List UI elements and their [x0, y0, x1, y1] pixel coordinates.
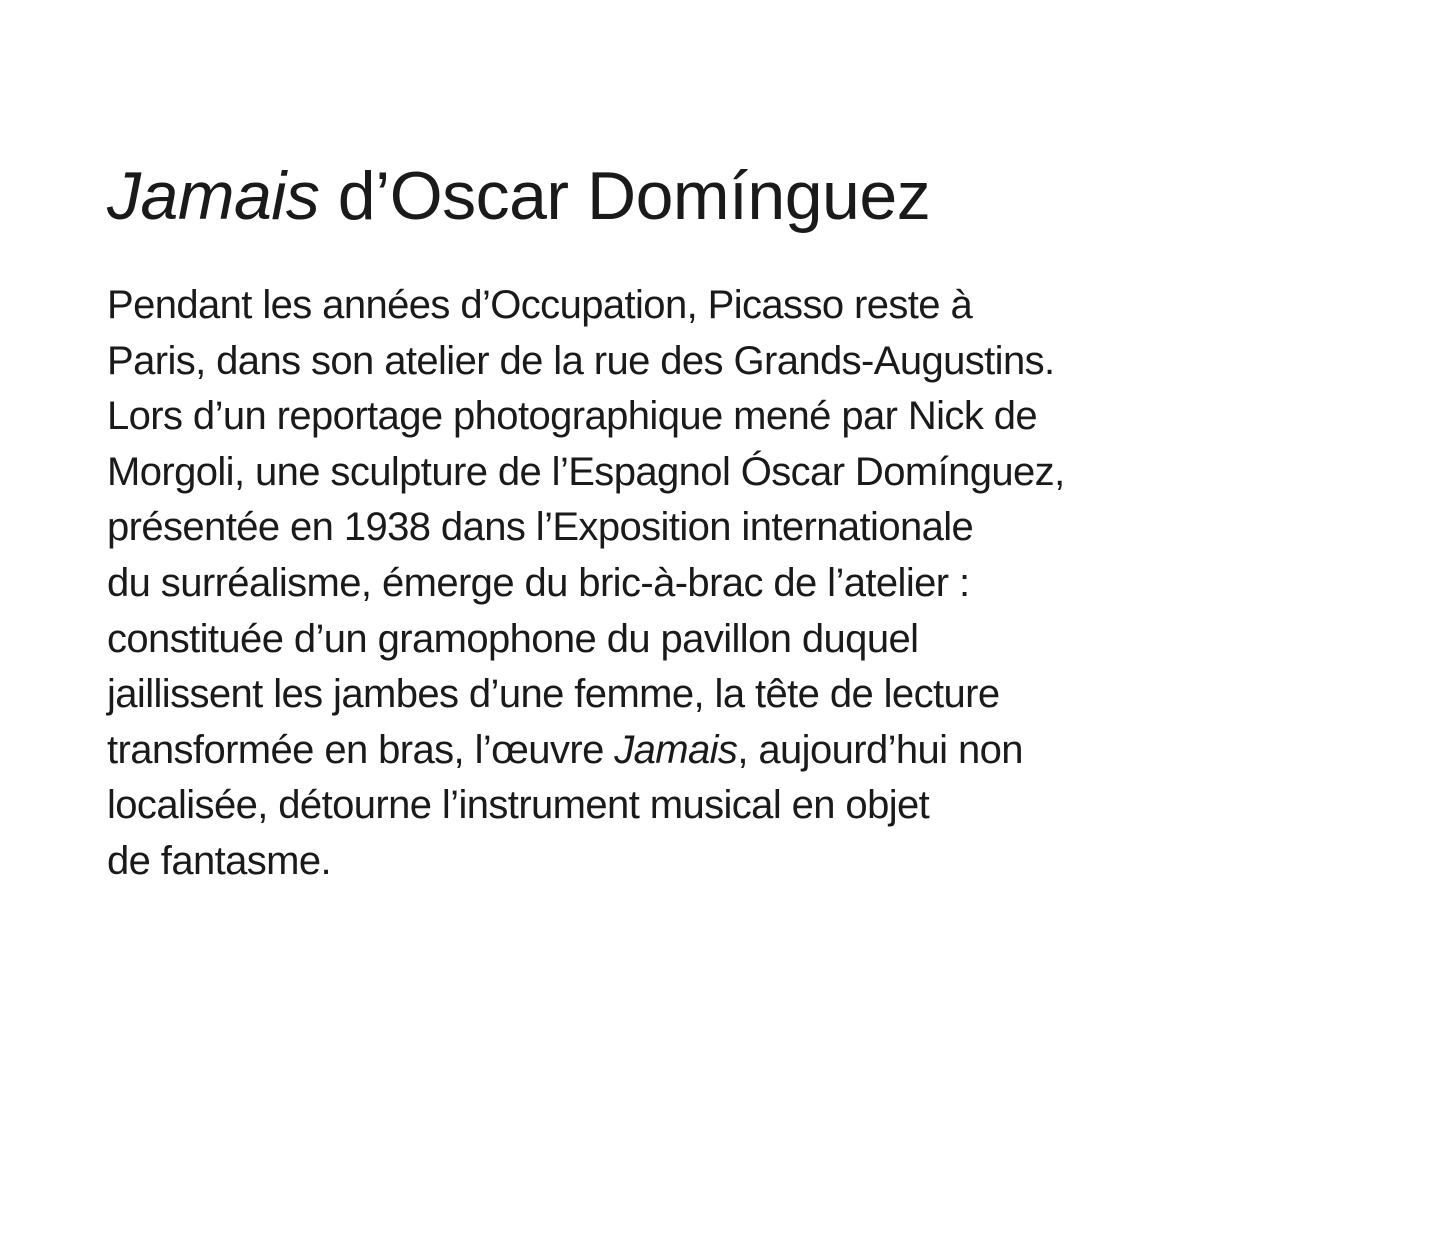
body-line: Pendant les années d’Occupation, Picasso reste à: [107, 283, 973, 327]
body-line: du surréalisme, émerge du bric-à-brac de l’atelier :: [107, 560, 970, 605]
body-line: de fantasme.: [107, 838, 332, 883]
title-italic: Jamais: [107, 158, 320, 234]
artwork-title-italic: Jamais: [614, 727, 738, 772]
text-panel: [107, 150, 1367, 890]
body-line-9-after: , aujourd’hui non: [737, 727, 1023, 772]
body-line: [107, 723, 1367, 779]
body-line: jaillissent les jambes d’une femme, la tête de lecture: [107, 672, 1000, 717]
body-line: Morgoli, une sculpture de l’Espagnol Óscar Domínguez,: [107, 449, 1065, 494]
body-line-9-before: transformée en bras, l’œuvre: [107, 727, 615, 772]
body-line: présentée en 1938 dans l’Exposition internationale: [107, 505, 974, 550]
body-line: Lors d’un reportage photographique mené par Nick de: [107, 394, 1038, 439]
body-paragraph: [107, 278, 1367, 890]
title-rest: d’Oscar Domínguez: [319, 158, 931, 234]
body-line: Paris, dans son atelier de la rue des Grands-Augustins.: [107, 338, 1055, 383]
body-line: localisée, détourne l’instrument musical en objet: [107, 783, 930, 828]
page-title: [107, 150, 1367, 242]
body-line: constituée d’un gramophone du pavillon duquel: [107, 616, 919, 661]
